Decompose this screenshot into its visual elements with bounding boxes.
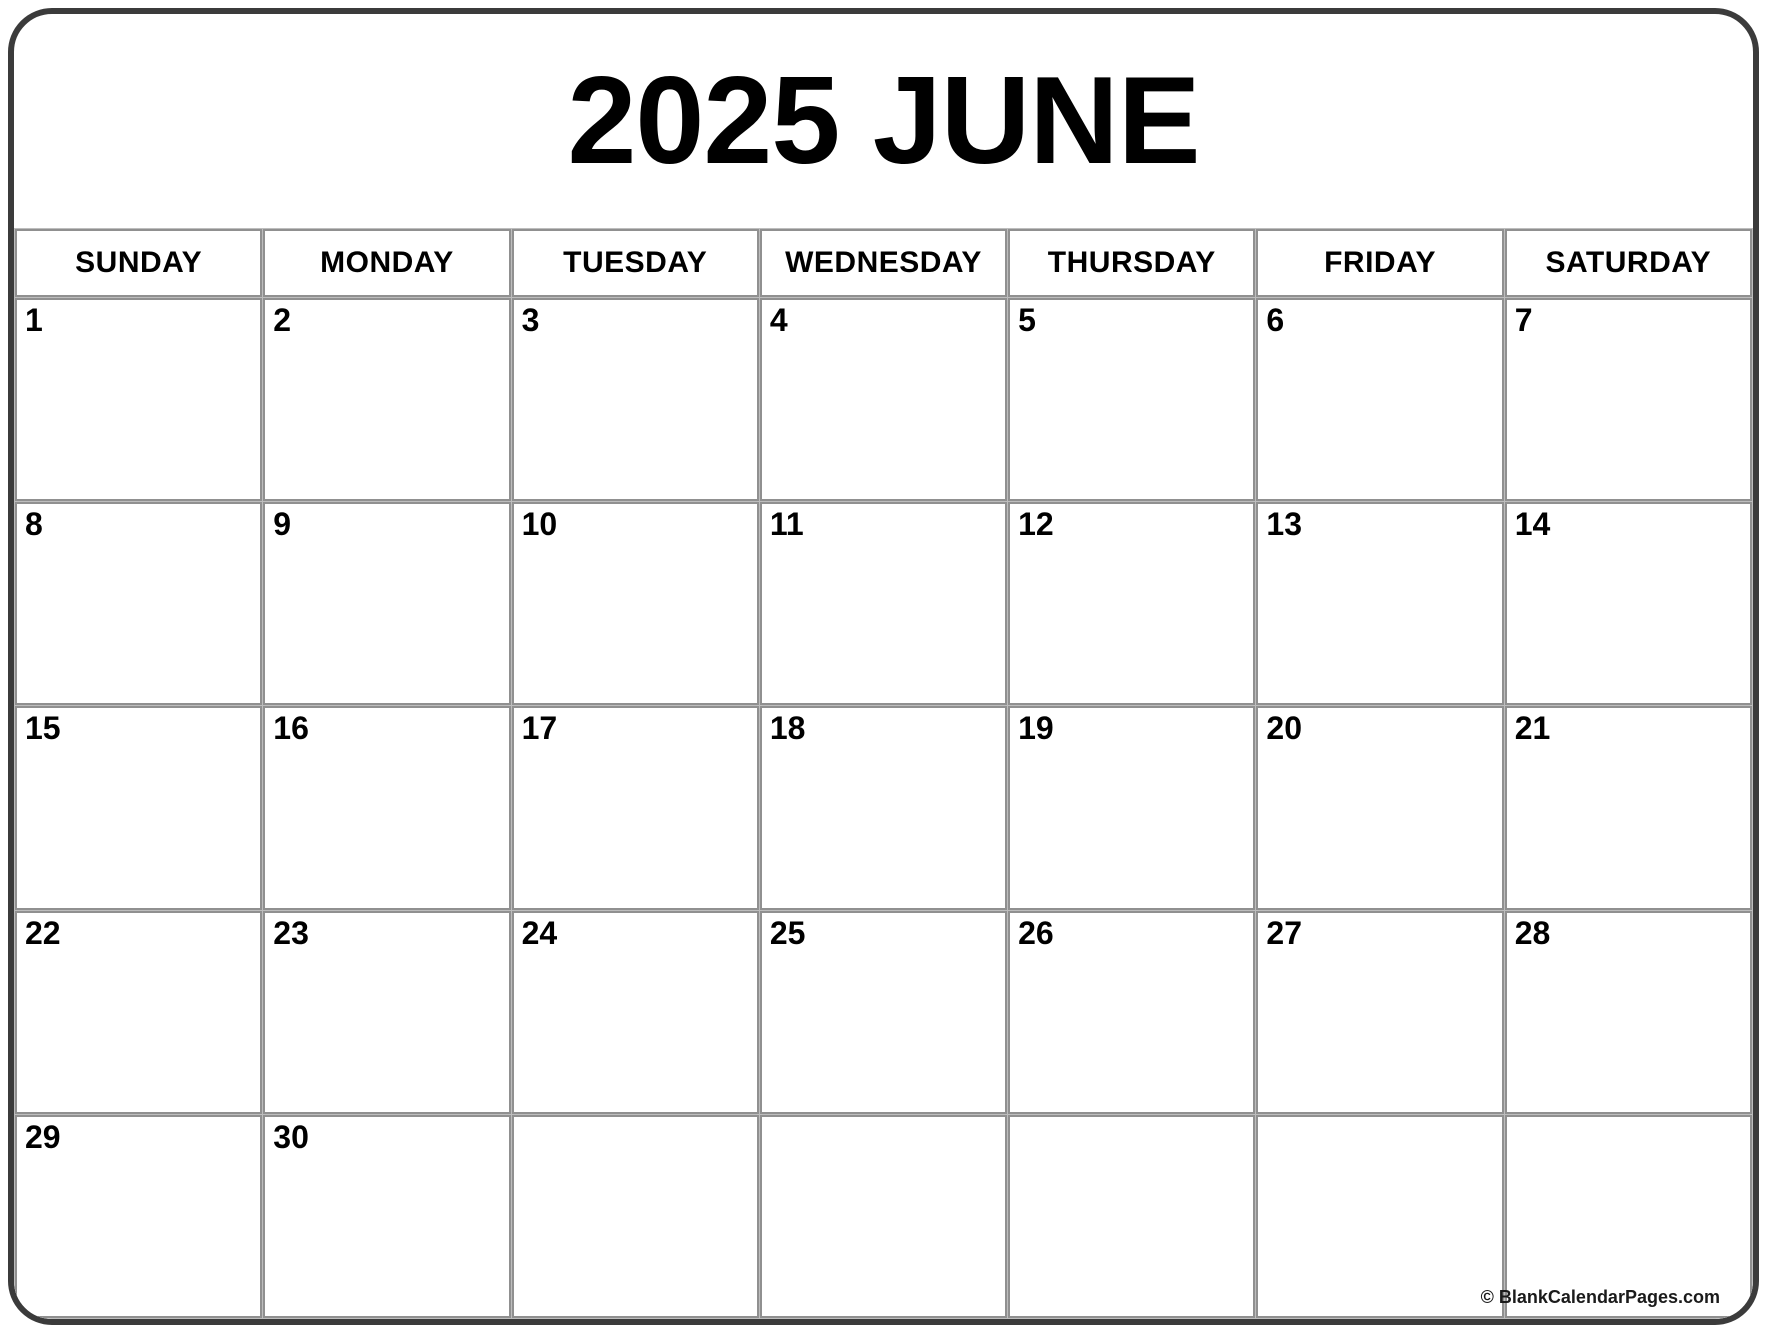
day-cell bbox=[15, 706, 262, 909]
title-area bbox=[14, 14, 1753, 228]
weekday-header-row bbox=[15, 229, 1752, 297]
date-number: 7 bbox=[1514, 302, 1533, 338]
calendar-table bbox=[14, 228, 1753, 1319]
date-number: 26 bbox=[1018, 914, 1054, 951]
day-cell bbox=[1480, 1115, 1752, 1318]
day-cell bbox=[1008, 911, 1255, 1114]
date-number: 19 bbox=[1018, 710, 1054, 747]
calendar-frame bbox=[8, 8, 1759, 1325]
day-cell bbox=[1505, 502, 1752, 705]
day-cell bbox=[263, 1115, 510, 1318]
day-cell bbox=[512, 502, 759, 705]
date-number: 28 bbox=[1514, 914, 1551, 951]
date-number: 25 bbox=[769, 914, 806, 951]
day-cell bbox=[760, 911, 1007, 1114]
day-cell bbox=[512, 911, 759, 1114]
day-cell bbox=[760, 1115, 1007, 1318]
day-cell bbox=[15, 1115, 262, 1318]
weekday-header-monday: MONDAY bbox=[263, 229, 510, 297]
day-cell bbox=[512, 706, 759, 909]
date-number: 5 bbox=[1018, 302, 1036, 338]
weekday-header-sunday: SUNDAY bbox=[15, 229, 262, 297]
date-number: 11 bbox=[769, 506, 804, 543]
date-number: 2 bbox=[273, 302, 292, 338]
week-row bbox=[15, 502, 1752, 705]
weekday-header-tuesday: TUESDAY bbox=[512, 229, 759, 297]
day-cell bbox=[15, 911, 262, 1114]
date-number: 16 bbox=[273, 710, 309, 747]
day-cell bbox=[1505, 911, 1752, 1114]
date-number: 12 bbox=[1018, 506, 1054, 543]
day-cell bbox=[760, 298, 1007, 501]
date-number: 4 bbox=[769, 302, 788, 338]
date-number: 18 bbox=[769, 710, 806, 747]
day-cell bbox=[512, 298, 759, 501]
day-cell bbox=[15, 298, 262, 501]
day-cell bbox=[1256, 911, 1503, 1114]
date-number: 1 bbox=[25, 302, 43, 338]
day-cell bbox=[1008, 298, 1255, 501]
day-cell bbox=[760, 502, 1007, 705]
day-cell bbox=[1008, 1115, 1255, 1318]
day-cell bbox=[1256, 298, 1503, 501]
date-number: 14 bbox=[1514, 506, 1551, 543]
weekday-header-thursday: THURSDAY bbox=[1008, 229, 1255, 297]
page-title: 2025 JUNE bbox=[567, 52, 1200, 190]
date-number: 30 bbox=[273, 1118, 309, 1155]
week-row bbox=[15, 298, 1752, 501]
date-number: 3 bbox=[521, 302, 540, 338]
day-cell bbox=[263, 911, 510, 1114]
day-cell bbox=[1008, 706, 1255, 909]
day-cell bbox=[1505, 298, 1752, 501]
day-cell bbox=[263, 298, 510, 501]
week-row bbox=[15, 911, 1752, 1114]
weekday-header-saturday: SATURDAY bbox=[1505, 229, 1752, 297]
day-cell bbox=[1256, 706, 1503, 909]
week-row bbox=[15, 706, 1752, 909]
day-cell bbox=[1256, 502, 1503, 705]
date-number: 6 bbox=[1266, 302, 1285, 338]
date-number: 9 bbox=[273, 506, 292, 543]
date-number: 27 bbox=[1266, 914, 1302, 951]
week-row bbox=[15, 1115, 1752, 1318]
day-cell bbox=[1008, 502, 1255, 705]
weekday-header-wednesday: WEDNESDAY bbox=[760, 229, 1007, 297]
day-cell bbox=[1256, 1115, 1503, 1318]
date-number: 29 bbox=[25, 1118, 61, 1155]
date-number: 15 bbox=[25, 710, 61, 747]
date-number: 13 bbox=[1266, 506, 1302, 543]
day-cell bbox=[15, 502, 262, 705]
date-number: 10 bbox=[521, 506, 558, 543]
date-number: 20 bbox=[1266, 710, 1302, 747]
weekday-header-friday: FRIDAY bbox=[1256, 229, 1503, 297]
day-cell bbox=[1505, 706, 1752, 909]
date-number: 21 bbox=[1514, 710, 1551, 747]
date-number: 23 bbox=[273, 914, 309, 951]
date-number: 22 bbox=[25, 914, 61, 951]
footer-credit: © BlankCalendarPages.com bbox=[1480, 1287, 1720, 1307]
day-cell bbox=[512, 1115, 759, 1318]
date-number: 8 bbox=[25, 506, 43, 543]
day-cell bbox=[263, 706, 510, 909]
date-number: 17 bbox=[521, 710, 558, 747]
date-number: 24 bbox=[521, 914, 558, 951]
day-cell bbox=[760, 706, 1007, 909]
day-cell bbox=[263, 502, 510, 705]
